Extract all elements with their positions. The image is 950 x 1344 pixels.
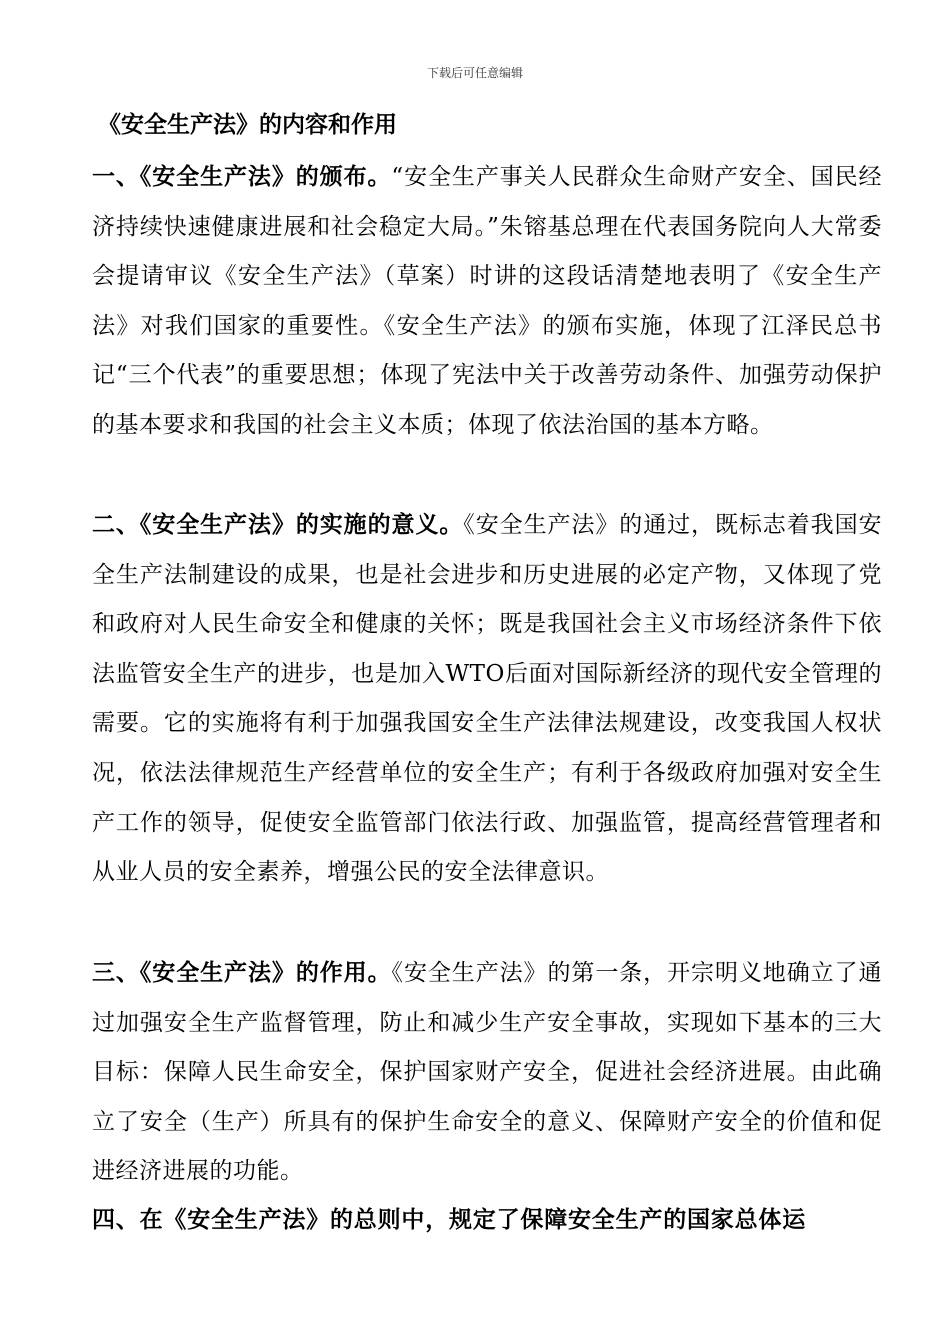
section-3-heading: 三、《安全生产法》的作用。 (92, 959, 392, 986)
section-2-body: 《安全生产法》的通过，既标志着我国安全生产法制建设的成果，也是社会进步和历史进展的必定产物，又体现了党和政府对人民生命安全和健康的关怀；既是我国社会主义市场经济条件下依法监管安全生产的进步，也是加入WTO后面对国际新经济的现代安全管理的需要。它的实施将有利于加强我国安全生产法律法规建设，改变我国人权状况，依法法律规范生产经营单位的安全生产；有利于各级政府加强对安全生产工作的领导，促使安全监管部门依法行政、加强监管，提高经营管理者和从业人员的安全素养，增强公民的安全法律意识。 (92, 512, 883, 886)
document-title: 《安全生产法》的内容和作用 (98, 111, 397, 138)
section-4-heading: 四、在《安全生产法》的总则中，规定了保障安全生产的国家总体运 (92, 1206, 806, 1233)
section-3-body: 《安全生产法》的第一条，开宗明义地确立了通过加强安全生产监督管理，防止和减少生产安全事故，实现如下基本的三大目标：保障人民生命安全，保护国家财产安全，促进社会经济进展。由此确立了安全（生产）所具有的保护生命安全的意义、保障财产安全的价值和促进经济进展的功能。 (92, 960, 883, 1185)
section-1-heading: 一、《安全生产法》的颁布。 (92, 163, 392, 190)
header-note: 下载后可任意编辑 (426, 66, 523, 80)
section-1-body: “安全生产事关人民群众生命财产安全、国民经济持续快速健康进展和社会稳定大局。”朱镕基总理在代表国务院向人大常委会提请审议《安全生产法》（草案）时讲的这段话清楚地表明了《安全生产法》对我们国家的重要性。《安全生产法》的颁布实施，体现了江泽民总书记“三个代表”的重要思想；体现了宪法中关于改善劳动条件、加强劳动保护的基本要求和我国的社会主义本质；体现了依法治国的基本方略。 (92, 164, 883, 438)
section-1-paragraph (92, 152, 882, 451)
section-4-paragraph (92, 1195, 882, 1246)
section-3-paragraph (92, 948, 882, 1197)
section-2-heading: 二、《安全生产法》的实施的意义。 (92, 511, 464, 538)
section-2-paragraph (92, 500, 882, 898)
